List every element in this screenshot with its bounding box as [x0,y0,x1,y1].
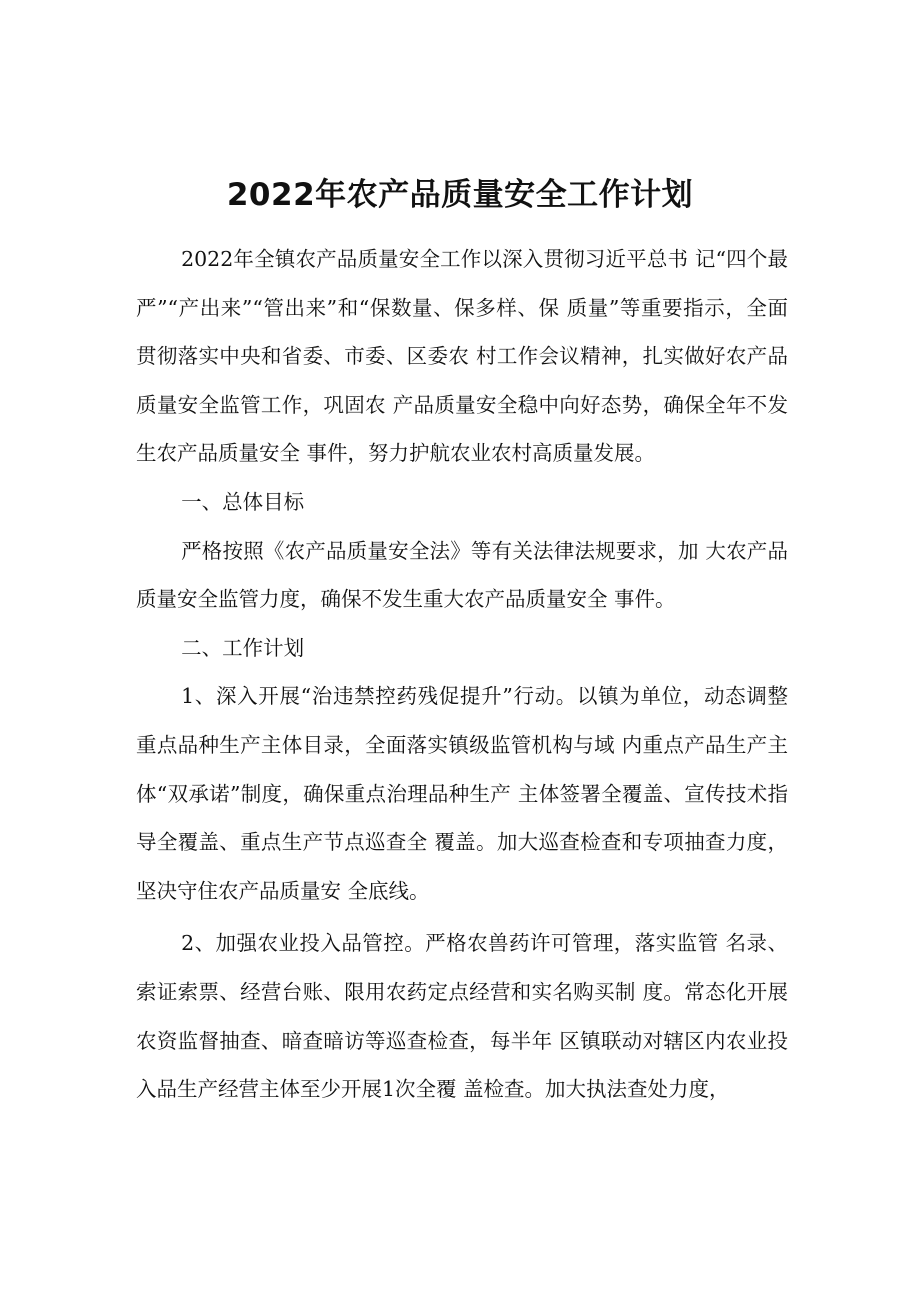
section-heading-overall-goal: 一、总体目标 [181,489,305,514]
document-body [136,235,788,1114]
paragraph-overall-goal: 严格按照《农产品质量安全法》等有关法律法规要求，加 大农产品质量安全监管力度，确保不发生重大农产品质量安全 事件。 [136,538,788,612]
paragraph-plan-item-2: 2、加强农业投入品管控。严格农兽药许可管理，落实监管 名录、索证索票、经营台账、限用农药定点经营和实名购买制 度。常态化开展农资监督抽查、暗查暗访等巡查检查，每半年 区镇联动对辖区内农业投入品生产经营主体至少开展1次全覆 盖检查。加大执法查处力度， [136,931,788,1102]
document-title: 2022年农产品质量安全工作计划 [226,177,694,213]
paragraph-plan-item-1: 1、深入开展“治违禁控药残促提升”行动。以镇为单位，动态调整重点品种生产主体目录，全面落实镇级监管机构与域 内重点产品生产主体“双承诺”制度，确保重点治理品种生产 主体签署全覆盖、宣传技术指导全覆盖、重点生产节点巡查全 覆盖。加大巡查检查和专项抽查力度，坚决守住农产品质量安 全底线。 [136,684,788,903]
section-heading-work-plan: 二、工作计划 [181,635,305,660]
paragraph-intro: 2022年全镇农产品质量安全工作以深入贯彻习近平总书 记“四个最严”“产出来”“管出来”和“保数量、保多样、保 质量”等重要指示，全面贯彻落实中央和省委、市委、区委农 村工作会议精神，扎实做好农产品质量安全监管工作，巩固农 产品质量安全稳中向好态势，确保全年不发生农产品质量安全 事件，努力护航农业农村高质量发展。 [136,247,788,466]
